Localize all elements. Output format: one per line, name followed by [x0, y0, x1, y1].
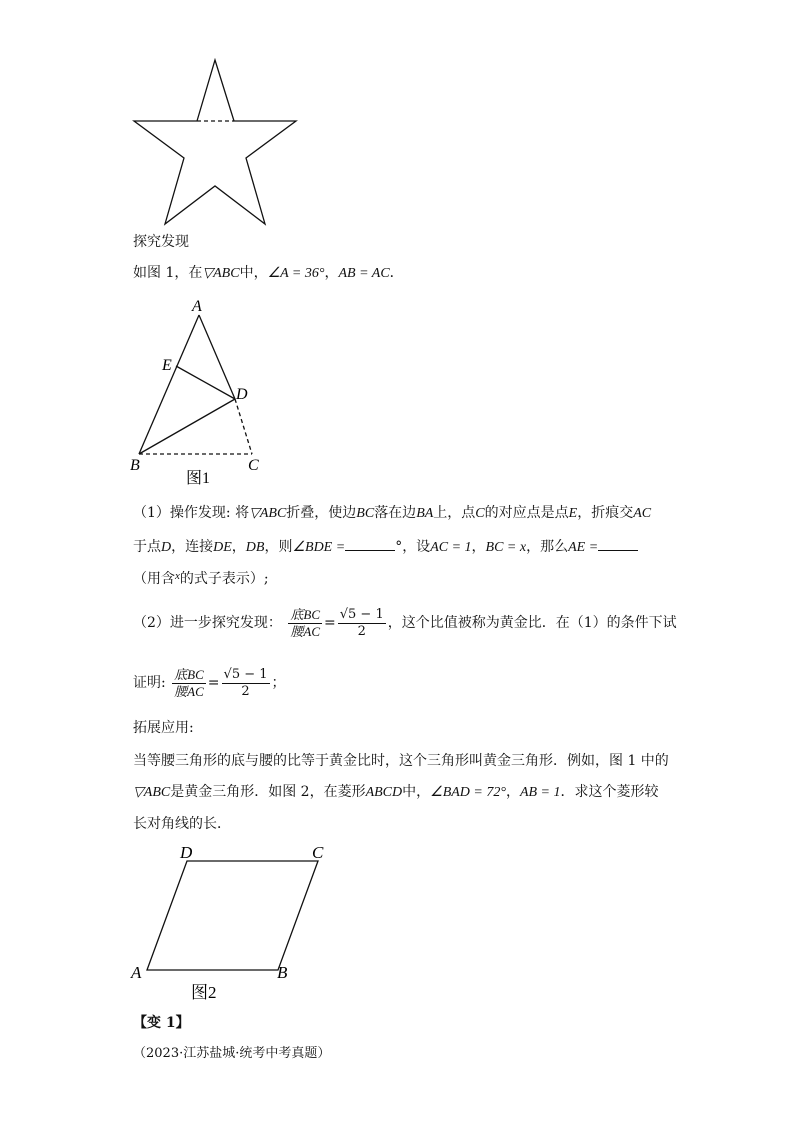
star-figure: [130, 58, 300, 228]
intro-line: 如图 1，在▽ABC中，∠A = 36°，AB = AC．: [133, 265, 404, 281]
q2-fraction-left: $\frac{\text{底BC}}{\text{腰AC}}$: [290, 606, 320, 639]
fig1-label-C: C: [248, 457, 259, 474]
q1-line-1: （1）操作发现: 将▽ABC折叠，使边BC落在边BA上，点C的对应点是点E，折痕交AC: [133, 505, 652, 521]
fig2-caption: 图2: [191, 983, 217, 1002]
fig2-label-B: B: [277, 963, 288, 982]
q2-proof-fraction-right: $\frac{√5 - 1}{2}$: [223, 666, 268, 699]
q2-line-2: 证明: $\frac{\text{底BC}}{\text{腰AC}}$ = $\frac{√5 - 1}{2}$ ；: [133, 666, 286, 699]
source-note: （2023·江苏盐城·统考中考真题）: [133, 1046, 331, 1061]
q2-line-1: （2）进一步探究发现： $\frac{\text{底BC}}{\text{腰AC}}$ = $\frac{√5 - 1}{2}$ ，这个比值被称为黄金比．在（1）的条件下试: [133, 606, 677, 639]
q1-line-2: 于点D，连接DE，DB，则∠BDE = °，设AC = 1，BC = x，那么AE =: [133, 536, 638, 558]
extension-line-1: 当等腰三角形的底与腰的比等于黄金比时，这个三角形叫黄金三角形．例如，图 1 中的: [133, 753, 669, 769]
fig1-label-E: E: [162, 357, 172, 374]
q2-fraction-right: $\frac{√5 - 1}{2}$: [339, 606, 384, 639]
fig2-label-C: C: [312, 843, 324, 862]
heading-explore: 探究发现: [133, 234, 189, 250]
fig1-caption: 图1: [186, 470, 211, 487]
q2-proof-fraction-left: $\frac{\text{底BC}}{\text{腰AC}}$: [174, 666, 204, 699]
figure-2: [128, 840, 338, 1005]
q1-line-3: （用含$^x$的式子表示）;: [133, 570, 269, 587]
fig1-label-A: A: [192, 298, 202, 315]
answer-blank-ae[interactable]: [598, 536, 638, 551]
figure-1: [128, 295, 278, 490]
extension-line-2: ▽ABC是黄金三角形．如图 2，在菱形ABCD中，∠BAD = 72°，AB = 1．求这个菱形较: [133, 784, 659, 800]
answer-blank-angle[interactable]: [345, 536, 395, 551]
fig2-label-D: D: [180, 843, 193, 862]
fig1-label-D: D: [236, 386, 248, 403]
extension-line-3: 长对角线的长．: [133, 816, 231, 832]
extension-heading: 拓展应用:: [133, 720, 194, 736]
fig2-label-A: A: [131, 963, 142, 982]
variant-heading: 【变 1】: [133, 1015, 190, 1031]
fig1-label-B: B: [130, 457, 140, 474]
